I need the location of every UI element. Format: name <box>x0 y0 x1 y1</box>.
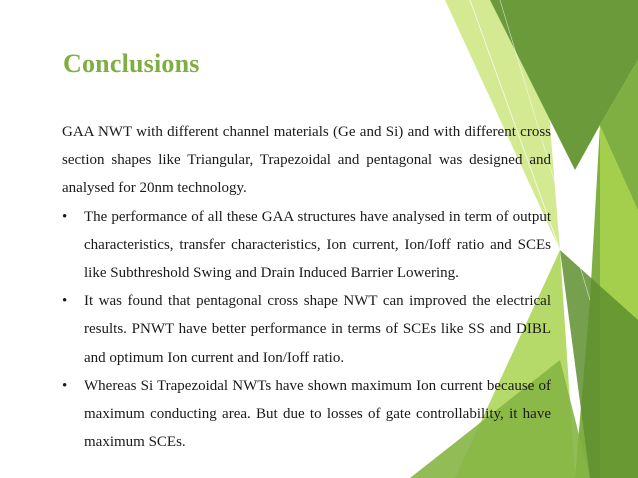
slide-title: Conclusions <box>63 49 200 78</box>
intro-paragraph: GAA NWT with different channel materials (Ge and Si) and with different cross section shapes like Triangular, Trapezoidal and pentagonal was designed and analysed for 20nm technology. <box>62 124 551 197</box>
bullet-item <box>62 203 551 288</box>
bullet-dot: • <box>62 208 68 225</box>
bullet-dot: • <box>62 377 68 394</box>
slide-body <box>62 118 551 456</box>
bullet-item <box>62 287 551 372</box>
bullet-dot: • <box>62 293 68 310</box>
bullet-item <box>62 372 551 457</box>
bullet-text: Whereas Si Trapezoidal NWTs have shown maximum Ion current because of maximum conducting area. But due to losses of gate controllability, it have maximum SCEs. <box>84 377 551 451</box>
bullet-list <box>62 203 551 457</box>
bullet-text: It was found that pentagonal cross shape NWT can improved the electrical results. PNWT have better performance in terms of SCEs like SS and DIBL and optimum Ion current and Ion/Ioff ratio. <box>84 293 551 366</box>
bullet-text: The performance of all these GAA structures have analysed in term of output characteristics, transfer characteristics, Ion current, Ion/Ioff ratio and SCEs like Subthreshold Swing and Drain Induced Barrier Lowering. <box>84 208 551 282</box>
